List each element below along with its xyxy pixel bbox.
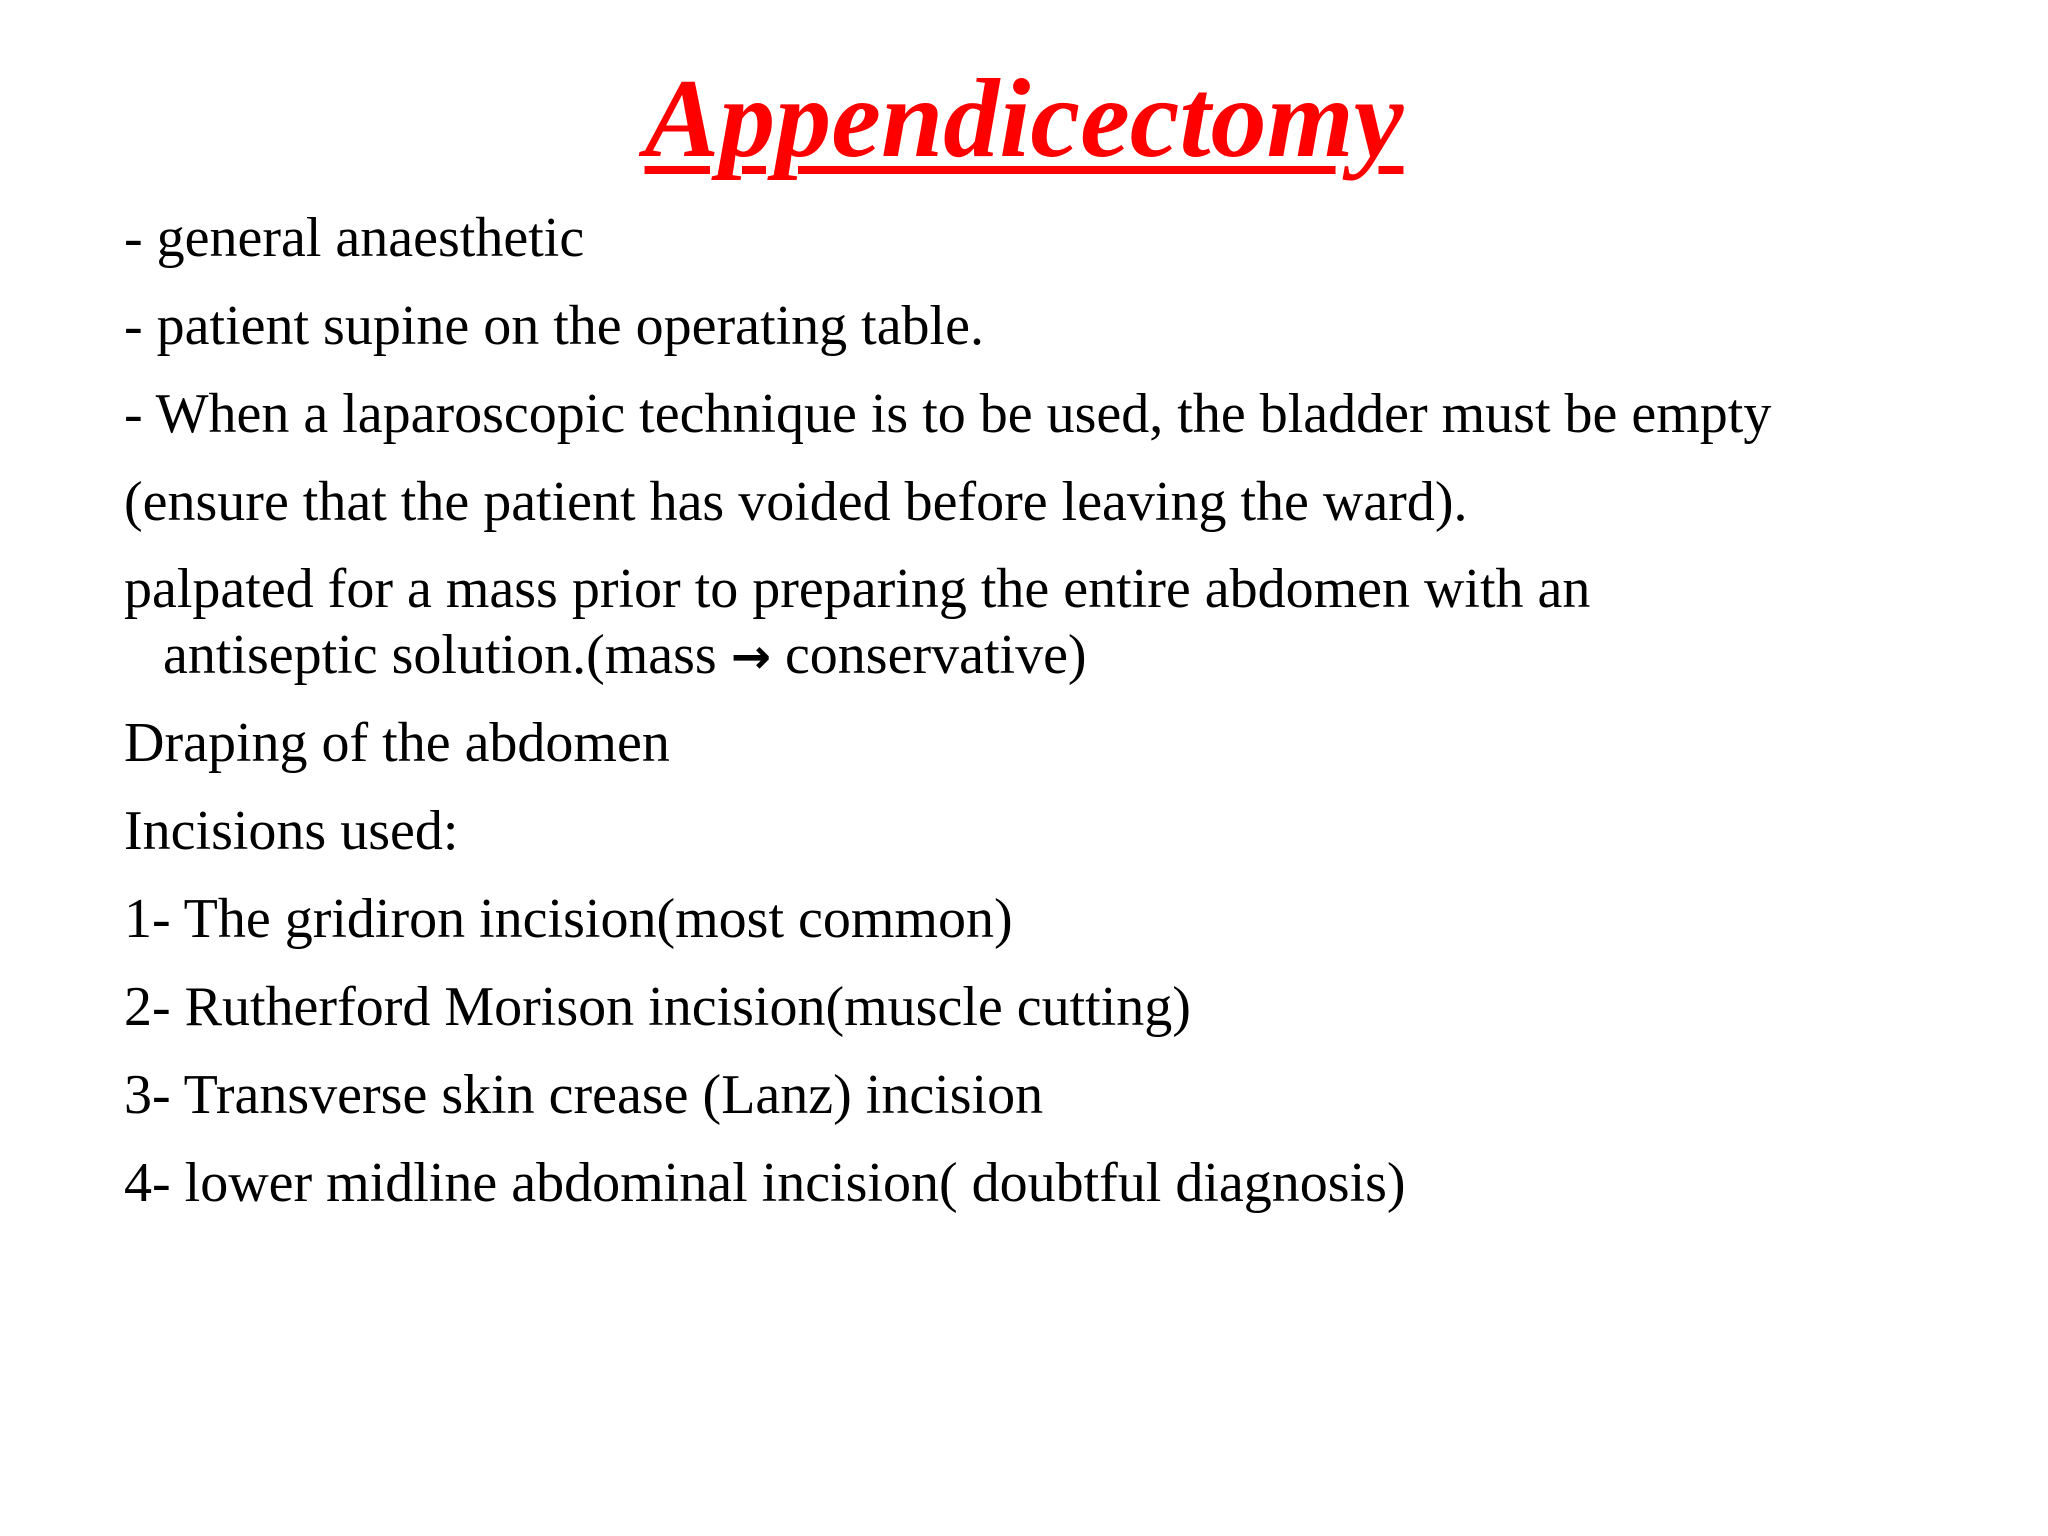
text-draping: Draping of the abdomen bbox=[124, 712, 670, 774]
conservative-text: conservative) bbox=[770, 624, 1087, 686]
list-item-rutherford-morison: 2- Rutherford Morison incision(muscle cutting) bbox=[124, 976, 1191, 1038]
text-incisions-used: Incisions used: bbox=[124, 800, 459, 862]
list-item-gridiron: 1- The gridiron incision(most common) bbox=[124, 888, 1013, 950]
list-item-lower-midline: 4- lower midline abdominal incision( doubtful diagnosis) bbox=[124, 1152, 1406, 1214]
list-item-lanz: 3- Transverse skin crease (Lanz) incision bbox=[124, 1064, 1044, 1126]
text-antiseptic-solution bbox=[163, 623, 1087, 689]
right-arrow-icon: → bbox=[730, 629, 771, 685]
text-palpated-for-mass: palpated for a mass prior to preparing the entire abdomen with an bbox=[124, 558, 1591, 620]
bullet-laparoscopic-technique: - When a laparoscopic technique is to be used, the bladder must be empty bbox=[124, 383, 1772, 445]
bullet-general-anaesthetic: - general anaesthetic bbox=[124, 207, 585, 269]
text-ensure-voided: (ensure that the patient has voided before leaving the ward). bbox=[124, 471, 1468, 533]
bullet-patient-supine: - patient supine on the operating table. bbox=[124, 295, 984, 357]
antiseptic-text: antiseptic solution.(mass bbox=[163, 624, 731, 686]
slide-title: Appendicectomy bbox=[644, 57, 1404, 181]
